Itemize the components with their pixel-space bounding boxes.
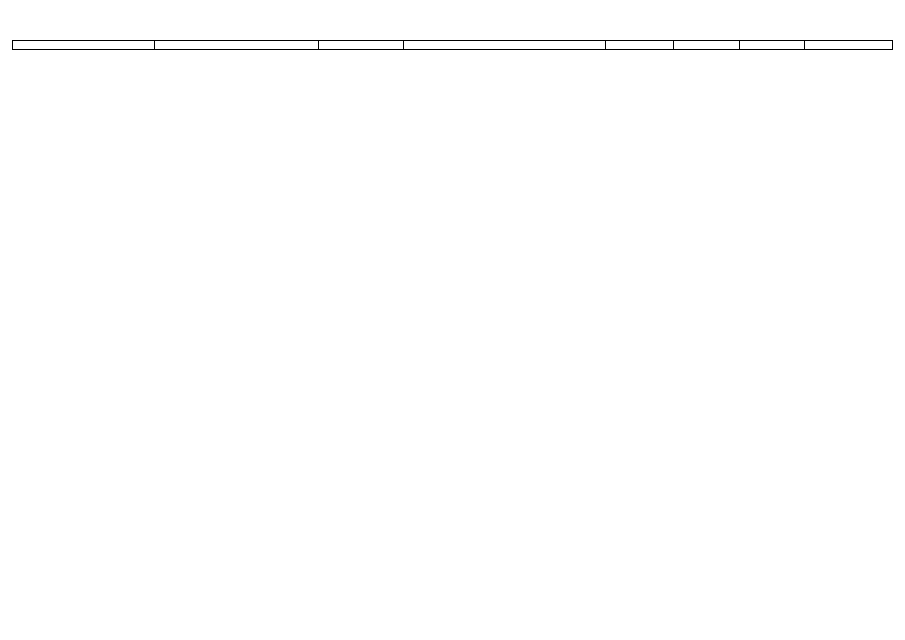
total-label	[13, 41, 155, 50]
total-rate	[740, 41, 805, 50]
total-area	[674, 41, 740, 50]
table-total	[13, 41, 893, 50]
total-row	[13, 41, 893, 50]
cadastral-value-table	[12, 40, 893, 50]
total-value	[805, 41, 893, 50]
